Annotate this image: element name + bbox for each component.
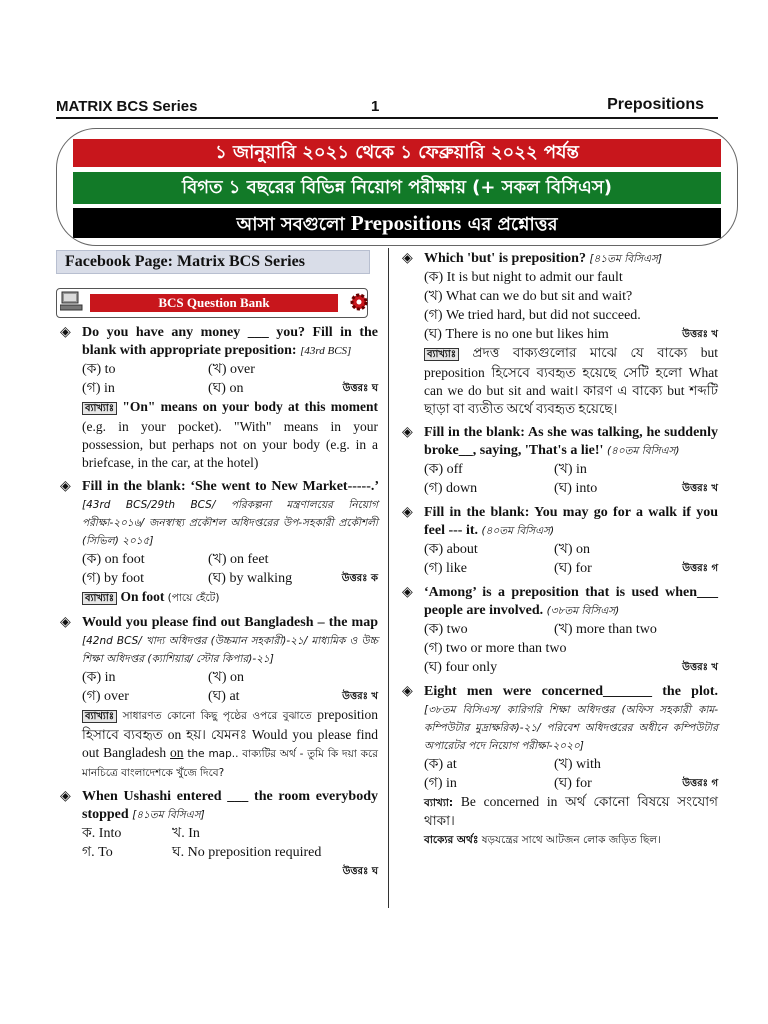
diamond-bullet-icon: ◈ [402,585,413,600]
options-6: (ক) off (খ) in (গ) down (ঘ) into উত্তরঃ খ [424,462,718,496]
header-rule [56,117,718,119]
right-column [398,250,718,849]
banner-line-3: আসা সবগুলো Prepositions এর প্রশ্নোত্তর [73,208,721,238]
answer-9: উত্তরঃ গ [682,778,718,789]
options-3: (ক) in (খ) on (গ) over (ঘ) at উত্তরঃ খ [82,670,378,704]
series-title: MATRIX BCS Series [56,98,198,115]
options-9: (ক) at (খ) with (গ) in (ঘ) for উত্তরঃ গ [424,757,718,791]
left-column [56,250,378,881]
question-4: ◈ When Ushashi entered ___ the room everybody stopped [৪১তম বিসিএস] [60,789,378,822]
banner-line-1: ১ জানুয়ারি ২০২১ থেকে ১ ফেব্রুয়ারি ২০২২ পর্যন্ত [73,139,721,167]
gear-icon [348,291,370,313]
computer-icon [60,290,84,312]
column-divider [388,248,389,908]
answer-3: উত্তরঃ খ [342,691,378,702]
question-8: ◈ ‘Among’ is a preposition that is used when___ people are involved. (৩৮তম বিসিএস) [402,585,718,618]
question-bank-header [56,288,378,318]
options-7: (ক) about (খ) on (গ) like (ঘ) for উত্তরঃ গ [424,542,718,576]
question-bank-title: BCS Question Bank [90,294,338,312]
answer-4: উত্তরঃ ঘ [342,866,378,877]
diamond-bullet-icon: ◈ [402,251,413,266]
options-2: (ক) on foot (খ) on feet (গ) by foot (ঘ) by walking উত্তরঃ ক [82,552,378,586]
question-7: ◈ Fill in the blank: You may go for a walk if you feel --- it. (৪০তম বিসিএস) [402,505,718,538]
diamond-bullet-icon: ◈ [60,789,71,804]
question-9: ◈ Eight men were concerned_______ the plot. [৩৮তম বিসিএস/ কারিগরি শিক্ষা অধিদপ্তর (অফিস সহকারী কাম-কম্পিউটার মুদ্রাক্ষরিক)-২১/ পরিবেশ অধিদপ্তরের অধীনে কম্পিউটার অপারেটর পদে নিয়োগ পরীক্ষা-২০২০] [402,684,718,752]
question-5: ◈ Which 'but' is preposition? [৪১তম বিসিএস] [402,251,663,266]
explanation-9: ব্যাখ্যা: Be concerned in অর্থ কোনো বিষয়ে সংযোগ থাকা। বাক্যের অর্থঃ ষড়যন্ত্রের সাথে আটজন লোক জড়িত ছিল। [424,794,718,846]
diamond-bullet-icon: ◈ [60,615,71,630]
answer-8: উত্তরঃ খ [682,662,718,673]
explanation-1: ব্যাখ্যাঃ "On" means on your body at this moment (e.g. in your pocket). "With" means in your possession, but perhaps not on your body (e.g. in a briefcase, in the car, at the hotel) [82,399,379,470]
answer-1: উত্তরঃ ঘ [342,383,378,394]
question-6: ◈ Fill in the blank: As she was talking, he suddenly broke__, saying, 'That's a lie!' (৪০তম বিসিএস) [402,425,718,458]
title-banner [56,128,738,246]
answer-6: উত্তরঃ খ [682,483,718,494]
question-3: ◈ Would you please find out Bangladesh – the map [42nd BCS/ খাদ্য অধিদপ্তর (উচ্চমান সহকারী)-২১/ মাধ্যমিক ও উচ্চ শিক্ষা অধিদপ্তর (ক্যাশিয়ার/ স্টোর কিপার)-২১] [60,615,378,665]
banner-line-2: বিগত ১ বছরের বিভিন্ন নিয়োগ পরীক্ষায় (+ সকল বিসিএস) [73,172,721,204]
diamond-bullet-icon: ◈ [60,325,71,340]
diamond-bullet-icon: ◈ [402,425,413,440]
page-number: 1 [371,98,380,115]
question-1: ◈ Do you have any money ___ you? Fill in the blank with appropriate preposition: [43rd BCS] [60,325,378,358]
diamond-bullet-icon: ◈ [402,684,413,699]
answer-7: উত্তরঃ গ [682,563,718,574]
options-5: (ক) It is but night to admit our fault (খ) What can we do but sit and wait? (গ) We tried hard, but did not succeed. (ঘ) There is no one but likes him উত্তরঃ খ [424,270,718,342]
explanation-3: ব্যাখ্যাঃ সাধারণত কোনো কিছু পৃষ্ঠের ওপরে বুঝাতে preposition হিসাবে ব্যবহৃত on হয়। যেমনঃ Would you please find out Bangladesh on the map.. বাক্যটির অর্থ - তুমি কি দয়া করে মানচিত্রে বাংলাদেশকে খুঁজে দিবে? [82,707,378,779]
facebook-page-label: Facebook Page: Matrix BCS Series [56,250,370,274]
diamond-bullet-icon: ◈ [60,479,71,494]
options-1: (ক) to (খ) over (গ) in (ঘ) on উত্তরঃ ঘ [82,362,378,396]
question-2: ◈ Fill in the blank: ‘She went to New Market-----.’ [43rd BCS/29th BCS/ পরিকল্পনা মন্ত্রণালয়ের নিয়োগ পরীক্ষা-২০১৬/ জনস্বাস্থ্য প্রকৌশল অধিদপ্তরের উপ-সহকারী প্রকৌশলী (সিভিল) ২০১৫] [60,479,378,547]
options-8: (ক) two (খ) more than two (গ) two or more than two (ঘ) four only উত্তরঃ খ [424,622,718,675]
chapter-title: Prepositions [607,96,704,113]
answer-5: উত্তরঃ খ [682,329,718,340]
explanation-5: ব্যাখ্যাঃ প্রদত্ত বাক্যগুলোর মাঝে যে বাক্যে but preposition হিসেবে ব্যবহৃত হয়েছে সেটি হলো What can we do but sit and wait। কারণ এ বাক্যে but শব্দটি ছাড়া বা ব্যতীত অর্থে ব্যবহৃত হয়েছে। [424,345,718,416]
diamond-bullet-icon: ◈ [402,505,413,520]
page-header [56,96,704,116]
options-4: ক. Into খ. In গ. To ঘ. No preposition required [82,826,322,860]
answer-2: উত্তরঃ ক [341,573,378,584]
explanation-2: ব্যাখ্যাঃ On foot (পায়ে হেঁটে) [82,588,378,608]
